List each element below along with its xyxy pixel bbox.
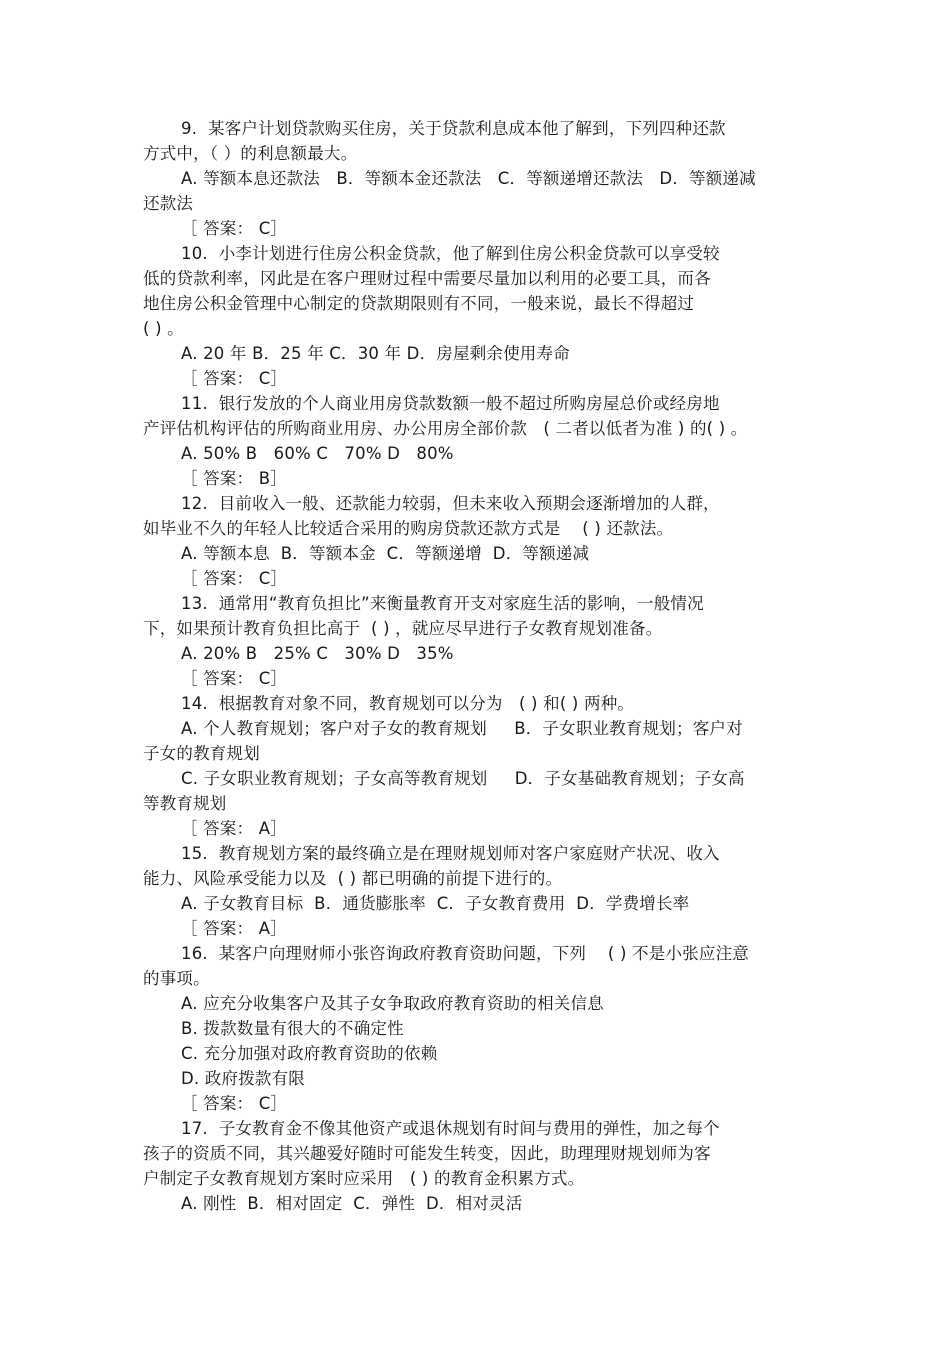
question-15-line-2: 能力、风险承受能力以及 ( ) 都已明确的前提下进行的。 [143, 869, 563, 888]
question-14-options-ab: A. 个人教育规划；客户对子女的教育规划 B．子女职业教育规划；客户对 [181, 719, 743, 738]
question-13-options: A. 20% B 25% C 30% D 35% [181, 644, 454, 663]
question-16-line-1: 16. 某客户向理财师小张咨询政府教育资助问题，下列 ( ) 不是小张应注意 [181, 944, 749, 963]
question-16-line-2: 的事项。 [143, 969, 210, 988]
question-9-options-cont: 还款法 [143, 194, 194, 213]
question-16-option-c: C. 充分加强对政府教育资助的依赖 [181, 1044, 438, 1063]
question-12-options: A. 等额本息 B．等额本金 C．等额递增 D．等额递减 [181, 544, 590, 563]
question-12-line-2: 如毕业不久的年轻人比较适合采用的购房贷款还款方式是 ( ) 还款法。 [143, 519, 674, 538]
question-17-options: A. 刚性 B．相对固定 C．弹性 D．相对灵活 [181, 1194, 523, 1213]
question-11-options: A. 50% B 60% C 70% D 80% [181, 444, 454, 463]
question-13-line-1: 13. 通常用“教育负担比”来衡量教育开支对家庭生活的影响，一般情况 [181, 594, 704, 613]
question-15-options: A. 子女教育目标 B．通货膨胀率 C．子女教育费用 D．学费增长率 [181, 894, 690, 913]
question-11-answer: ［ 答案： B］ [181, 469, 287, 488]
question-16-option-b: B. 拨款数量有很大的不确定性 [181, 1019, 404, 1038]
question-9-options: A. 等额本息还款法 B．等额本金还款法 C．等额递增还款法 D．等额递减 [181, 169, 756, 188]
question-13-answer: ［ 答案： C］ [181, 669, 288, 688]
question-17-line-2: 孩子的资质不同，其兴趣爱好随时可能发生转变，因此，助理理财规划师为客 [143, 1144, 711, 1163]
question-13-line-2: 下，如果预计教育负担比高于 ( ) ，就应尽早进行子女教育规划准备。 [143, 619, 663, 638]
question-10-answer: ［ 答案： C］ [181, 369, 288, 388]
question-10-line-1: 10. 小李计划进行住房公积金贷款，他了解到住房公积金贷款可以享受较 [181, 244, 720, 263]
question-16-option-d: D. 政府拨款有限 [181, 1069, 305, 1088]
question-9-line-2: 方式中，（ ）的利息额最大。 [143, 144, 358, 163]
question-16-option-a: A. 应充分收集客户及其子女争取政府教育资助的相关信息 [181, 994, 604, 1013]
question-12-answer: ［ 答案： C］ [181, 569, 288, 588]
question-9-line-1: 9. 某客户计划贷款购买住房，关于贷款利息成本他了解到，下列四种还款 [181, 119, 726, 138]
question-11-line-1: 11. 银行发放的个人商业用房贷款数额一般不超过所购房屋总价或经房地 [181, 394, 720, 413]
question-16-answer: ［ 答案： C］ [181, 1094, 288, 1113]
question-10-line-2: 低的贷款利率，冈此是在客户理财过程中需要尽量加以利用的必要工具，而各 [143, 269, 711, 288]
question-15-answer: ［ 答案： A］ [181, 919, 287, 938]
question-12-line-1: 12. 目前收入一般、还款能力较弱，但未来收入预期会逐渐增加的人群， [181, 494, 720, 513]
question-15-line-1: 15. 教育规划方案的最终确立是在理财规划师对客户家庭财产状况、收入 [181, 844, 720, 863]
question-14-answer: ［ 答案： A］ [181, 819, 287, 838]
question-10-line-3: 地住房公积金管理中心制定的贷款期限则有不同，一般来说，最长不得超过 [143, 294, 695, 313]
question-11-line-2: 产评估机构评估的所购商业用房、办公用房全部价款 ( 二者以低者为准 ) 的( ) 。 [143, 419, 748, 438]
question-14-options-ab-cont: 子女的教育规划 [143, 744, 260, 763]
question-14-options-cd: C. 子女职业教育规划；子女高等教育规划 D．子女基础教育规划；子女高 [181, 769, 745, 788]
question-14-options-cd-cont: 等教育规划 [143, 794, 227, 813]
question-10-options: A. 20 年 B．25 年 C．30 年 D．房屋剩余使用寿命 [181, 344, 570, 363]
question-14-line-1: 14. 根据教育对象不同，教育规划可以分为 ( ) 和( ) 两种。 [181, 694, 635, 713]
question-17-line-3: 户制定子女教育规划方案时应采用 ( ) 的教育金积累方式。 [143, 1169, 585, 1188]
question-17-line-1: 17. 子女教育金不像其他资产或退休规划有时间与费用的弹性，加之每个 [181, 1119, 720, 1138]
question-10-line-4: ( ) 。 [143, 319, 184, 338]
question-9-answer: ［ 答案： C］ [181, 219, 288, 238]
